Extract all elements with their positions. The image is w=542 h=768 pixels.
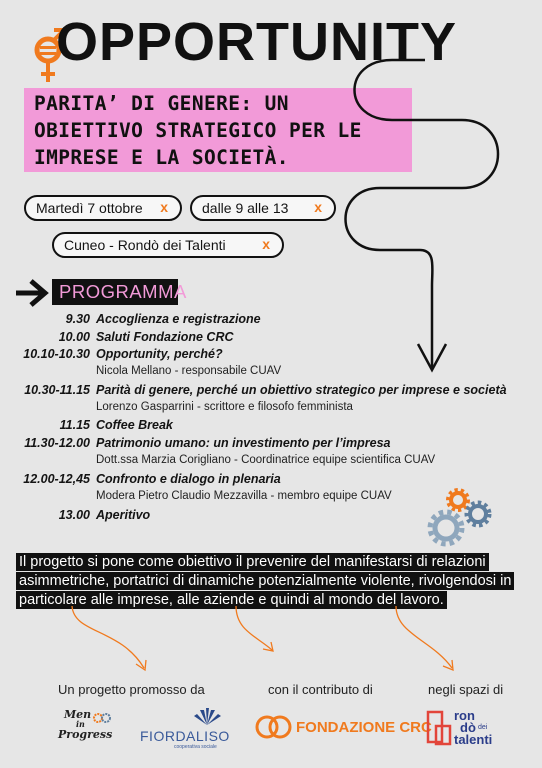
schedule-row: [0, 312, 542, 330]
close-icon[interactable]: x: [262, 236, 270, 252]
gear-icon: [92, 710, 112, 726]
logo-text: FONDAZIONE CRC: [296, 719, 432, 736]
logo-text: talenti: [454, 732, 493, 747]
close-icon[interactable]: x: [160, 199, 168, 215]
fiordaliso-logo: [140, 708, 240, 750]
subtitle-line: OBIETTIVO STRATEGICO PER LE: [34, 119, 362, 142]
subtitle-line: IMPRESE E LA SOCIETÀ.: [34, 146, 289, 169]
schedule-speaker: Modera Pietro Claudio Mezzavilla - membro equipe CUAV: [96, 490, 392, 502]
arrow-right-icon: [14, 278, 50, 308]
logo-text: ron: [454, 708, 475, 723]
schedule-title: Confronto e dialogo in plenaria: [96, 472, 281, 486]
place-text: Cuneo - Rondò dei Talenti: [64, 237, 226, 253]
schedule-row: [0, 436, 542, 454]
flower-icon: [192, 708, 222, 726]
men-in-progress-logo: [56, 708, 112, 750]
schedule-time: 13.00: [58, 508, 90, 522]
schedule-speaker: Nicola Mellano - responsabile CUAV: [96, 365, 282, 377]
logo-text: Progress: [58, 728, 113, 741]
curved-arrows-icon: [60, 604, 500, 678]
page-title: OPPORTUNITY: [56, 12, 458, 72]
schedule-time: 11.15: [59, 418, 90, 432]
schedule-title: Accoglienza e registrazione: [96, 312, 261, 326]
venue-label: negli spazi di: [428, 682, 504, 697]
fondazione-crc-logo: [254, 710, 432, 750]
logo-text: FIORDALISO: [140, 728, 230, 744]
logo-text: in: [76, 719, 85, 729]
logo-text: dei: [478, 724, 488, 731]
schedule-time: 10.10-10.30: [23, 347, 90, 361]
contribution-label: con il contributo di: [268, 682, 373, 697]
schedule-time: 12.00-12,45: [23, 472, 90, 486]
schedule-time: 10.30-11.15: [24, 383, 90, 397]
schedule-title: Patrimonio umano: un investimento per l’impresa: [96, 436, 391, 450]
talenti-mark-icon: [426, 710, 452, 746]
schedule-title: Aperitivo: [96, 508, 151, 522]
program-label: PROGRAMMA: [59, 281, 187, 302]
project-description: [16, 553, 526, 610]
gears-icon: [424, 486, 496, 550]
logo-text: dò: [460, 720, 476, 735]
promoted-by-label: Un progetto promosso da: [58, 682, 205, 697]
schedule-title: Saluti Fondazione CRC: [96, 330, 234, 344]
schedule-speaker: Dott.ssa Marzia Corigliano - Coordinatrice equipe scientifica CUAV: [96, 454, 436, 466]
rondo-dei-talenti-logo: [426, 708, 516, 752]
rings-icon: [254, 714, 294, 740]
schedule-title: Opportunity, perché?: [96, 347, 223, 361]
logo-text: Men: [64, 708, 92, 721]
schedule-title: Coffee Break: [96, 418, 173, 432]
schedule-row: [0, 330, 542, 348]
close-icon[interactable]: x: [314, 199, 322, 215]
subtitle-line: PARITA’ DI GENERE: UN: [34, 92, 289, 115]
time-text: dalle 9 alle 13: [202, 200, 289, 216]
schedule-row: [0, 418, 542, 436]
schedule-time: 9.30: [65, 312, 90, 326]
schedule-speaker: Lorenzo Gasparrini - scrittore e filosofo femminista: [96, 401, 353, 413]
schedule-row: [0, 347, 542, 365]
description-text: Il progetto si pone come obiettivo il prevenire del manifestarsi di relazioni asimmetriche, portatrici di dinamiche potenzialmente violente, rivolgendosi in particolare alle imprese, alle aziende e quindi al mondo del lavoro.: [16, 553, 514, 609]
schedule-title: Parità di genere, perché un obiettivo strategico per imprese e società: [96, 383, 507, 397]
place-pill[interactable]: [52, 232, 284, 258]
schedule-time: 10.00: [58, 330, 90, 344]
time-pill[interactable]: [190, 195, 336, 221]
date-text: Martedì 7 ottobre: [36, 200, 143, 216]
date-pill[interactable]: [24, 195, 182, 221]
schedule-time: 11.30-12.00: [24, 436, 90, 450]
schedule-row: [0, 383, 542, 401]
logo-subtext: cooperativa sociale: [174, 744, 217, 750]
